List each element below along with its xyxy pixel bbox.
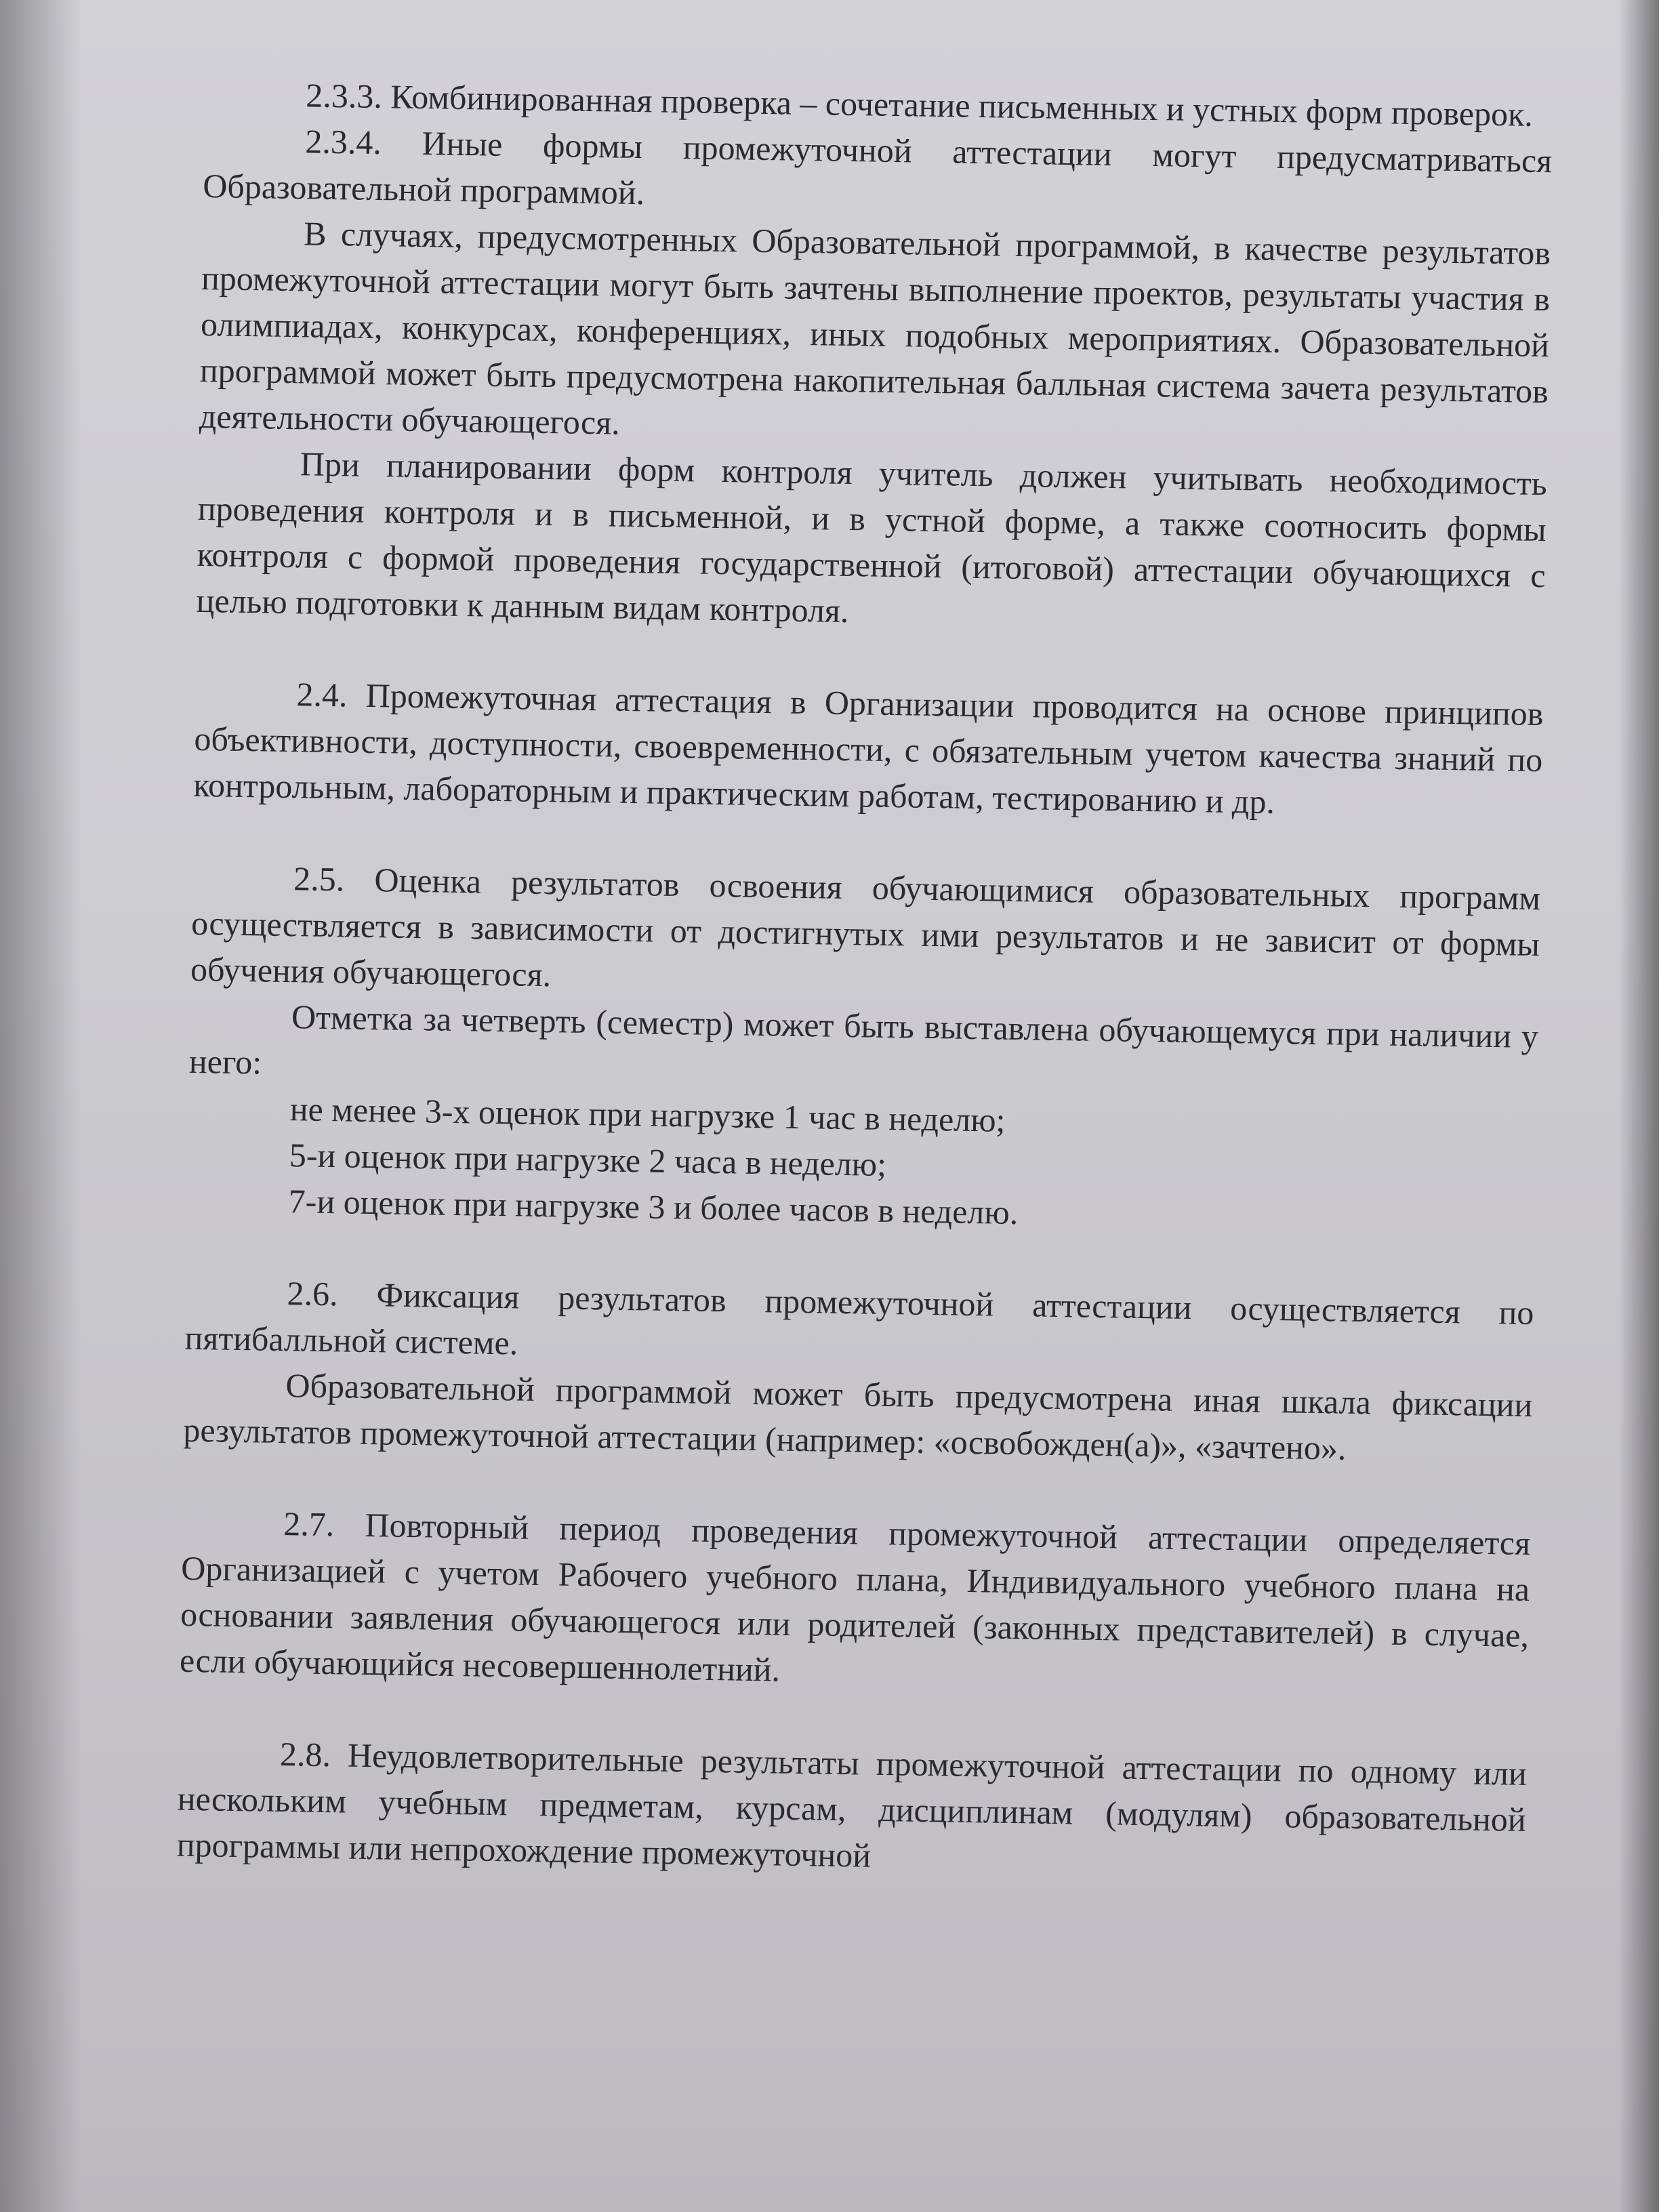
paragraph-2-3-4: 2.3.4. Иные формы промежуточной аттестации могут предусматриваться Образовательной программой. xyxy=(202,122,1553,212)
page-shadow-left xyxy=(0,0,81,2212)
list-item-5-marks: 5-и оценок при нагрузке 2 часа в неделю; xyxy=(289,1136,887,1183)
paragraph-2-7: 2.7. Повторный период проведения промежуточной аттестации определяется Организацией с учетом Рабочего учебного плана, Индивидуального учебного плана на основании заявления обучающегося или родителей (законных представителей) в случае, если обучающийся несовершеннолетний. xyxy=(179,1504,1531,1689)
paragraph-2-8: 2.8. Неудовлетворительные результаты промежуточной аттестации по одному или нескольким учебным предметам, курсам, дисциплинам (модулям) образовательной программы или непрохождение промежуточной xyxy=(176,1735,1528,1875)
paragraph-cases: В случаях, предусмотренных Образовательной программой, в качестве результатов промежуточной аттестации могут быть зачтены выполнение проектов, результаты участия в олимпиадах, конкурсах, конференциях, иных подобных мероприятиях. Образовательной программой может быть предусмотрена накопительная балльная система зачета результатов деятельности обучающегося. xyxy=(199,214,1551,442)
paragraph-scale: Образовательной программой может быть предусмотрена иная шкала фиксации результатов промежуточной аттестации (например: «освобожден(а)», «зачтено». xyxy=(183,1366,1533,1467)
paragraph-2-6: 2.6. Фиксация результатов промежуточной аттестации осуществляется по пятибалльной системе. xyxy=(184,1274,1534,1362)
paragraph-planning: При планировании форм контроля учитель должен учитывать необходимость проведения контроля и в письменной, и в устной форме, а также соотносить формы контроля с формой проведения государственной (итоговой) аттестации обучающихся с целью подготовки к данным видам контроля. xyxy=(196,445,1548,630)
paragraph-2-4: 2.4. Промежуточная аттестация в Организации проводится на основе принципов объективности, доступности, своевременности, с обязательным учетом качества знаний по контрольным, лабораторным и практическим работам, тестированию и др. xyxy=(193,675,1544,821)
list-item-3-marks: не менее 3-х оценок при нагрузке 1 час в неделю; xyxy=(289,1090,1006,1139)
document-text xyxy=(176,70,1553,1889)
page-shadow-right xyxy=(1618,0,1659,2212)
paragraph-2-3-3: 2.3.3. Комбинированная проверка – сочетание письменных и устных форм проверок. xyxy=(306,76,1534,134)
paragraph-mark: Отметка за четверть (семестр) может быть выставлена обучающемуся при наличии у него: xyxy=(188,998,1539,1082)
paragraph-2-5: 2.5. Оценка результатов освоения обучающимися образовательных программ осуществляется в зависимости от достигнутых ими результатов и не зависит от формы обучения обучающегося. xyxy=(190,859,1541,994)
list-item-7-marks: 7-и оценок при нагрузке 3 и более часов в неделю. xyxy=(288,1182,1019,1232)
